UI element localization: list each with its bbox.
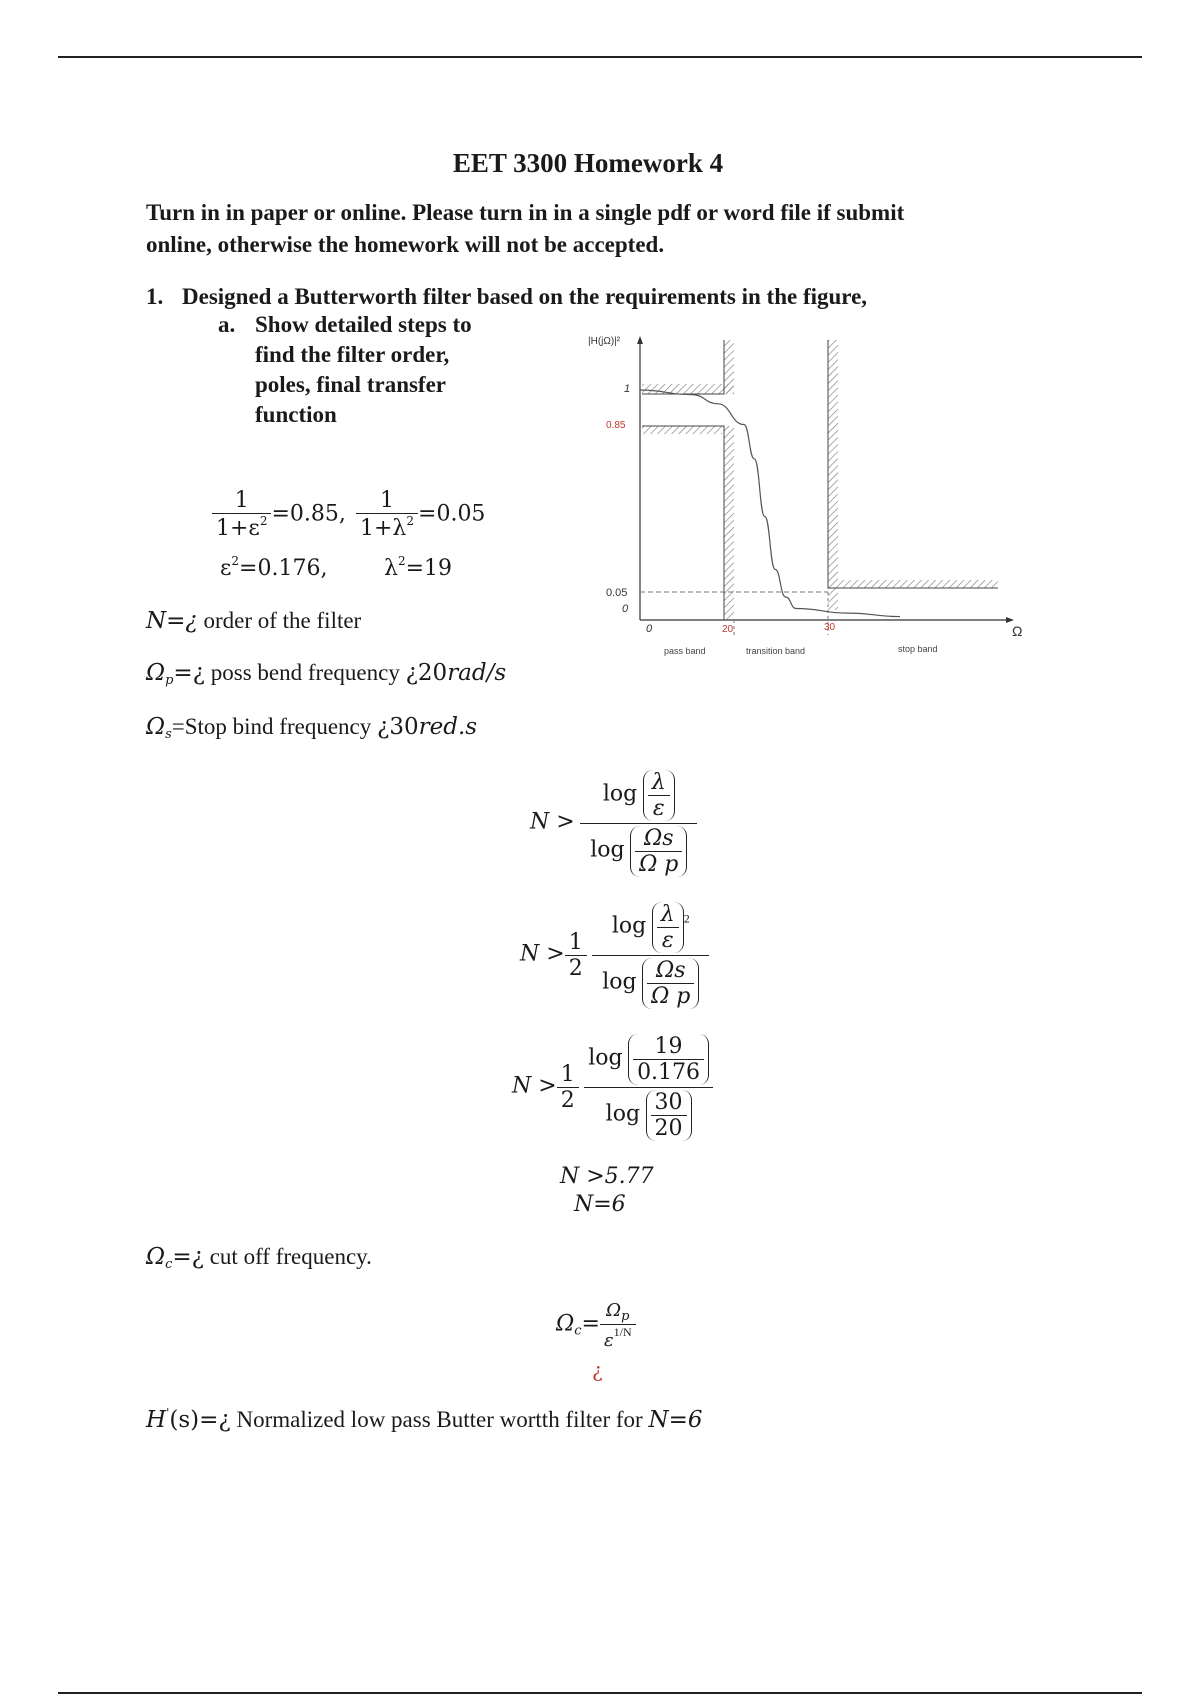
h-prime: ' xyxy=(166,1406,170,1420)
half-num-2: 1 xyxy=(565,930,587,956)
def-os-text: =Stop bind frequency xyxy=(171,714,372,739)
omega-s-1: Ωs xyxy=(635,826,682,852)
def-order-symbol: N=¿ xyxy=(146,608,198,634)
top-divider xyxy=(58,56,1142,58)
def-os-sub: s xyxy=(165,727,172,742)
subquestion-line-4: function xyxy=(255,402,337,427)
lam-rhs: =19 xyxy=(405,556,453,581)
passband-edge-hatch xyxy=(724,426,734,620)
log-2a: log xyxy=(611,913,647,939)
ratio-19: 19 xyxy=(633,1034,704,1060)
y-tick-005: 0.05 xyxy=(606,587,628,599)
eps-exponent: 2 xyxy=(231,554,240,568)
x-tick-0: 0 xyxy=(646,623,653,635)
def-op-sub: p xyxy=(165,673,174,688)
lam-exponent: 2 xyxy=(397,554,406,568)
eq1-denominator: 1+ε xyxy=(216,516,260,541)
def-os-value: ¿30 xyxy=(377,714,419,740)
subquestion-line-3: poles, final transfer xyxy=(255,372,447,397)
stopband-top-hatch xyxy=(838,580,998,588)
cutoff-den-sup: 1/N xyxy=(613,1325,632,1339)
passband-lower-hatch xyxy=(642,426,722,434)
cutoff-den: ε xyxy=(603,1330,614,1351)
def-oc-text: cut off frequency. xyxy=(209,1244,372,1269)
y-tick-1: 1 xyxy=(624,383,631,395)
eq2-numerator: 1 xyxy=(356,488,418,514)
subquestion-line-2: find the filter order, xyxy=(255,342,450,367)
cutoff-num: Ω xyxy=(606,1300,622,1321)
y-tick-0: 0 xyxy=(622,603,629,615)
cutoff-below: ¿ xyxy=(592,1358,603,1382)
def-op-text: poss bend frequency xyxy=(210,660,400,685)
eq1-exponent: 2 xyxy=(259,514,268,528)
log-2b: log xyxy=(602,969,637,995)
def-op-value: ¿20 xyxy=(405,660,448,686)
def-order-text: order of the filter xyxy=(203,608,362,633)
y-axis-arrow xyxy=(637,336,643,344)
transition-band-label: transition band xyxy=(746,646,806,656)
def-os-symbol: Ω xyxy=(146,714,166,740)
omega-s-2: Ωs xyxy=(647,958,694,984)
question-text: Designed a Butterworth filter based on the requirements in the figure, xyxy=(182,284,868,309)
half-num-3: 1 xyxy=(557,1062,579,1088)
intro-line-1: Turn in in paper or online. Please turn in in a single pdf or word file if submit xyxy=(146,200,905,225)
eq1-rhs: =0.85, xyxy=(271,501,346,527)
order-result: N=6 xyxy=(574,1192,626,1217)
def-op-eq: =¿ xyxy=(173,660,206,686)
eq2-denominator: 1+λ xyxy=(360,516,407,541)
subquestion-line-1: Show detailed steps to xyxy=(255,312,472,337)
h-n: N=6 xyxy=(648,1407,703,1433)
pass-band-label: pass band xyxy=(664,646,706,656)
def-stopband-freq xyxy=(146,714,477,742)
h-arg: (s)=¿ xyxy=(169,1407,231,1433)
subquestion-label: a. xyxy=(218,312,236,337)
n-gt-3: N > xyxy=(512,1073,557,1099)
def-oc-symbol: Ω xyxy=(146,1244,166,1270)
def-os-unit: red.s xyxy=(418,714,478,740)
def-op-unit: rad/s xyxy=(447,660,507,686)
x-axis-symbol: Ω xyxy=(1012,623,1023,639)
order-result-inequality: N >5.77 xyxy=(560,1164,654,1189)
ratio-30: 30 xyxy=(651,1090,687,1116)
order-formula-3 xyxy=(512,1032,713,1143)
filter-spec-figure xyxy=(580,320,1040,670)
half-den-2: 2 xyxy=(568,956,583,981)
epsilon-1: ε xyxy=(652,796,665,821)
order-formula-1 xyxy=(530,768,697,879)
h-text: Normalized low pass Butter wortth filter for xyxy=(236,1407,643,1432)
eq2-rhs: =0.05 xyxy=(418,501,486,527)
def-op-symbol: Ω xyxy=(146,660,166,686)
bottom-divider xyxy=(58,1692,1142,1694)
def-order xyxy=(146,608,361,634)
eps-symbol: ε xyxy=(220,556,232,581)
omega-p-1: Ω p xyxy=(639,852,679,877)
cutoff-lhs-sub: c xyxy=(574,1323,582,1339)
equation-passband xyxy=(212,488,346,541)
n-gt-2: N > xyxy=(520,941,565,967)
eps-rhs: =0.176, xyxy=(239,556,328,581)
page-title: EET 3300 Homework 4 xyxy=(452,148,724,178)
h-symbol: H xyxy=(146,1407,167,1433)
lam-symbol: λ xyxy=(384,556,398,581)
log-3a: log xyxy=(588,1045,623,1071)
x-tick-20: 20 xyxy=(722,624,734,635)
ratio-0176: 0.176 xyxy=(637,1060,701,1085)
def-cutoff xyxy=(146,1244,372,1272)
order-formula-2 xyxy=(520,900,709,1011)
lambda-value xyxy=(384,554,452,581)
omega-p-2: Ω p xyxy=(651,984,691,1009)
epsilon-2: ε xyxy=(661,928,674,953)
log-3b: log xyxy=(605,1101,641,1127)
n-gt-1: N > xyxy=(530,809,575,835)
ratio-20: 20 xyxy=(654,1116,683,1141)
cutoff-formula xyxy=(556,1300,636,1351)
epsilon-value xyxy=(220,554,327,581)
def-oc-eq: =¿ xyxy=(172,1244,204,1270)
stop-band-label: stop band xyxy=(898,644,938,654)
equation-stopband xyxy=(356,488,485,541)
x-tick-30: 30 xyxy=(824,622,836,633)
eq2-exponent: 2 xyxy=(406,514,415,528)
square-2: 2 xyxy=(683,911,690,926)
stopband-bound xyxy=(828,340,998,588)
def-oc-sub: c xyxy=(165,1257,173,1272)
half-den-3: 2 xyxy=(560,1088,575,1113)
lambda-2: λ xyxy=(657,902,679,928)
passband-lower-bound xyxy=(642,426,724,620)
question-number: 1. xyxy=(146,284,164,309)
cutoff-lhs: Ω xyxy=(556,1311,575,1337)
lambda-1: λ xyxy=(648,770,670,796)
intro-line-2: online, otherwise the homework will not be accepted. xyxy=(146,232,665,257)
passband-top-hatch xyxy=(724,340,734,394)
eq1-numerator: 1 xyxy=(212,488,271,514)
log-1a: log xyxy=(602,781,638,807)
y-axis-label: |H(jΩ)|² xyxy=(588,336,621,347)
def-normalized-h xyxy=(146,1406,703,1433)
log-1b: log xyxy=(590,837,625,863)
passband-upper-hatch xyxy=(642,384,734,394)
def-passband-freq xyxy=(146,660,506,688)
cutoff-eq: = xyxy=(581,1311,600,1337)
cutoff-num-sub: p xyxy=(621,1309,630,1324)
y-tick-085: 0.85 xyxy=(606,420,626,431)
stopband-edge-hatch xyxy=(828,340,838,610)
